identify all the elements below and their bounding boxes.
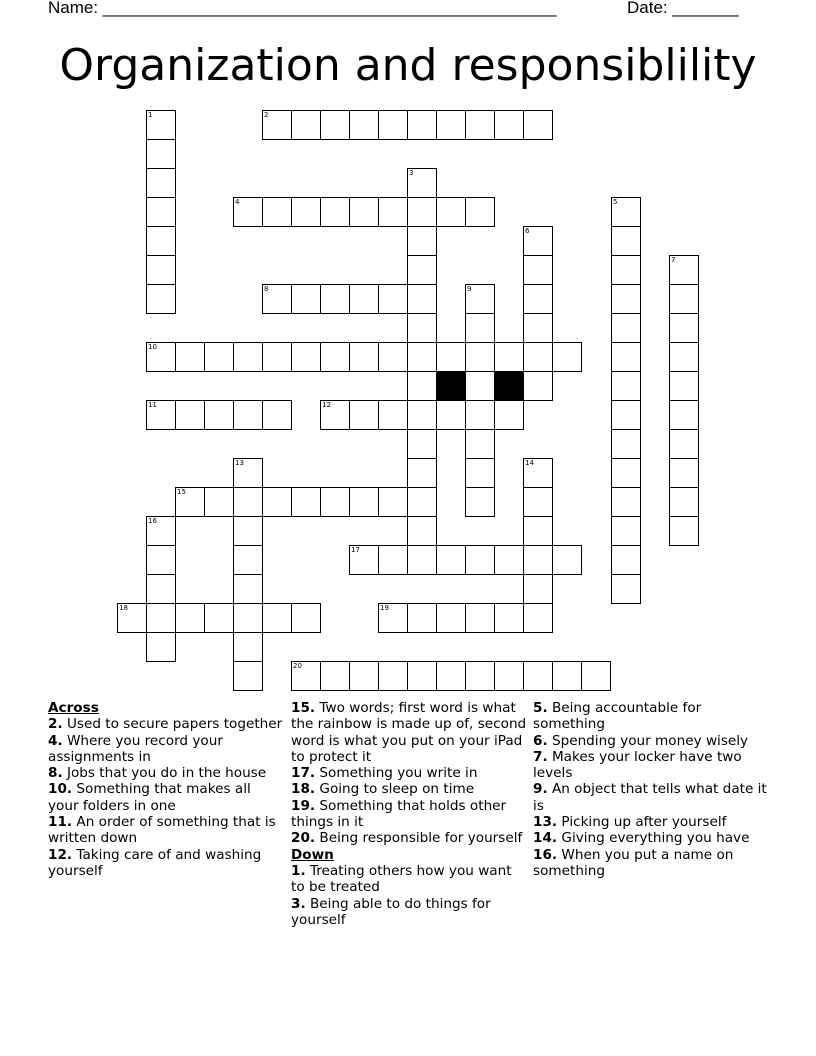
clue-number: 19. [291,797,316,814]
grid-cell[interactable] [436,661,466,691]
grid-cell[interactable] [669,400,699,430]
grid-cell[interactable] [523,284,553,314]
grid-cell[interactable] [262,197,292,227]
grid-cell[interactable] [117,603,147,633]
clue-number: 4. [48,732,63,749]
clue-text: Picking up after yourself [557,814,727,831]
grid-cell[interactable] [611,574,641,604]
grid-cell[interactable] [320,197,350,227]
cell-number: 6 [525,227,530,235]
grid-cell[interactable] [146,516,176,546]
clue-text: Used to secure papers together [62,716,283,733]
grid-cell[interactable] [669,429,699,459]
grid-cell[interactable] [407,255,437,285]
grid-cell[interactable] [611,342,641,372]
grid-cell[interactable] [175,400,205,430]
grid-cell[interactable] [233,603,263,633]
grid-cell[interactable] [146,197,176,227]
grid-cell[interactable] [552,342,582,372]
blocked-cell [436,371,466,401]
cell-number: 17 [351,546,360,554]
grid-cell[interactable] [146,400,176,430]
clues-column-2 [291,700,527,928]
grid-cell[interactable] [233,632,263,662]
grid-cell[interactable] [494,661,524,691]
grid-cell[interactable] [320,400,350,430]
grid-cell[interactable] [465,197,495,227]
cell-number: 5 [613,198,618,206]
grid-cell[interactable] [233,661,263,691]
grid-cell[interactable] [407,458,437,488]
grid-cell[interactable] [407,371,437,401]
grid-cell[interactable] [378,342,408,372]
grid-cell[interactable] [204,487,234,517]
grid-cell[interactable] [378,284,408,314]
date-field[interactable]: Date: _______ [627,0,739,17]
grid-cell[interactable] [349,110,379,140]
grid-cell[interactable] [175,603,205,633]
grid-cell[interactable] [320,661,350,691]
cell-number: 12 [322,401,331,409]
grid-cell[interactable] [407,429,437,459]
cell-number: 20 [293,662,302,670]
grid-cell[interactable] [465,661,495,691]
grid-cell[interactable] [611,284,641,314]
grid-cell[interactable] [523,603,553,633]
grid-cell[interactable] [465,110,495,140]
grid-cell[interactable] [204,603,234,633]
grid-cell[interactable] [233,574,263,604]
clue-text: Giving everything you have [557,830,750,847]
clue-item [533,700,769,733]
grid-cell[interactable] [175,487,205,517]
grid-cell[interactable] [436,342,466,372]
cell-number: 13 [235,459,244,467]
grid-cell[interactable] [436,603,466,633]
cell-number: 3 [409,169,414,177]
blocked-cell [494,371,524,401]
clue-text: When you put a name on something [533,846,734,879]
clue-number: 6. [533,732,548,749]
grid-cell[interactable] [204,400,234,430]
clue-number: 3. [291,895,306,912]
grid-cell[interactable] [262,400,292,430]
cell-number: 10 [148,343,157,351]
cell-number: 15 [177,488,186,496]
clues-column-1 [48,700,284,879]
grid-cell[interactable] [523,255,553,285]
clue-text: Where you record your assignments in [48,732,223,765]
grid-cell[interactable] [291,284,321,314]
clue-item [533,749,769,782]
grid-cell[interactable] [349,284,379,314]
grid-cell[interactable] [523,487,553,517]
grid-cell[interactable] [407,284,437,314]
grid-cell[interactable] [494,342,524,372]
grid-cell[interactable] [146,545,176,575]
grid-cell[interactable] [349,342,379,372]
grid-cell[interactable] [407,603,437,633]
grid-cell[interactable] [669,458,699,488]
grid-cell[interactable] [669,313,699,343]
cell-number: 1 [148,111,153,119]
grid-cell[interactable] [611,458,641,488]
grid-cell[interactable] [378,545,408,575]
clue-number: 12. [48,846,73,863]
clue-text: Being accountable for something [533,700,702,733]
grid-cell[interactable] [407,661,437,691]
clue-item [48,814,284,847]
clue-number: 9. [533,781,548,798]
grid-cell[interactable] [262,110,292,140]
grid-cell[interactable] [378,661,408,691]
grid-cell[interactable] [552,545,582,575]
across-heading: Across [48,700,99,716]
grid-cell[interactable] [436,400,466,430]
grid-cell[interactable] [523,371,553,401]
clue-text: Something you write in [315,765,478,782]
grid-cell[interactable] [233,545,263,575]
grid-cell[interactable] [494,400,524,430]
grid-cell[interactable] [494,545,524,575]
grid-cell[interactable] [465,342,495,372]
clue-item [533,830,769,846]
grid-cell[interactable] [611,487,641,517]
grid-cell[interactable] [146,255,176,285]
clue-number: 16. [533,846,558,863]
grid-cell[interactable] [669,255,699,285]
grid-cell[interactable] [146,168,176,198]
grid-cell[interactable] [262,284,292,314]
clue-text: An object that tells what date it is [533,781,767,814]
clue-text: Something that makes all your folders in one [48,781,251,814]
grid-cell[interactable] [175,342,205,372]
grid-cell[interactable] [465,284,495,314]
grid-cell[interactable] [523,574,553,604]
grid-cell[interactable] [233,400,263,430]
across-clue-list [48,716,284,879]
grid-cell[interactable] [465,487,495,517]
clue-number: 14. [533,830,558,847]
cell-number: 4 [235,198,240,206]
grid-cell[interactable] [465,458,495,488]
grid-cell[interactable] [611,226,641,256]
grid-cell[interactable] [523,516,553,546]
grid-cell[interactable] [436,545,466,575]
clue-item [48,733,284,766]
grid-cell[interactable] [669,516,699,546]
grid-cell[interactable] [320,342,350,372]
grid-cell[interactable] [407,313,437,343]
cell-number: 8 [264,285,269,293]
clue-number: 1. [291,862,306,879]
clue-text: Being responsible for yourself [315,830,523,847]
grid-cell[interactable] [523,458,553,488]
down-clue-list [291,863,527,928]
grid-cell[interactable] [378,603,408,633]
grid-cell[interactable] [378,197,408,227]
page-title: Organization and responsiblility [59,40,757,91]
grid-cell[interactable] [611,255,641,285]
clue-item [291,700,527,765]
grid-cell[interactable] [233,516,263,546]
grid-cell[interactable] [291,487,321,517]
grid-cell[interactable] [669,371,699,401]
grid-cell[interactable] [523,661,553,691]
grid-cell[interactable] [349,661,379,691]
grid-cell[interactable] [146,603,176,633]
grid-cell[interactable] [523,110,553,140]
grid-cell[interactable] [407,487,437,517]
clue-item [48,781,284,814]
grid-cell[interactable] [407,197,437,227]
clue-item [291,765,527,781]
grid-cell[interactable] [611,516,641,546]
clue-number: 15. [291,700,316,716]
clue-item [48,716,284,732]
clues-column-3 [533,700,769,879]
grid-cell[interactable] [436,110,466,140]
grid-cell[interactable] [611,197,641,227]
clue-item [533,733,769,749]
clue-item [48,847,284,880]
clue-number: 11. [48,814,73,831]
grid-cell[interactable] [349,545,379,575]
grid-cell[interactable] [146,574,176,604]
grid-cell[interactable] [523,342,553,372]
grid-cell[interactable] [465,545,495,575]
grid-cell[interactable] [146,284,176,314]
clue-number: 2. [48,716,63,733]
cell-number: 7 [671,256,676,264]
grid-cell[interactable] [146,226,176,256]
clue-item [48,765,284,781]
grid-cell[interactable] [349,197,379,227]
clue-text: Jobs that you do in the house [62,765,267,782]
grid-cell[interactable] [320,487,350,517]
down-clue-list [533,700,769,879]
grid-cell[interactable] [669,487,699,517]
grid-cell[interactable] [233,487,263,517]
grid-cell[interactable] [465,603,495,633]
grid-cell[interactable] [262,603,292,633]
grid-cell[interactable] [291,603,321,633]
grid-cell[interactable] [146,110,176,140]
grid-cell[interactable] [465,400,495,430]
clue-text: Something that holds other things in it [291,797,507,831]
grid-cell[interactable] [349,487,379,517]
cell-number: 19 [380,604,389,612]
grid-cell[interactable] [146,632,176,662]
across-clue-list [291,700,527,847]
clue-number: 8. [48,765,63,782]
grid-cell[interactable] [611,313,641,343]
grid-cell[interactable] [378,400,408,430]
grid-cell[interactable] [581,661,611,691]
cell-number: 14 [525,459,534,467]
grid-cell[interactable] [320,284,350,314]
grid-cell[interactable] [146,342,176,372]
grid-cell[interactable] [204,342,234,372]
name-field[interactable]: Name: ________________________________________________ [48,0,557,17]
clue-item [533,847,769,880]
clue-item [291,896,527,929]
clue-text: Being able to do things for yourself [291,895,491,928]
grid-cell[interactable] [233,458,263,488]
grid-cell[interactable] [436,197,466,227]
grid-cell[interactable] [611,429,641,459]
clue-item [533,781,769,814]
grid-cell[interactable] [523,226,553,256]
clue-item [291,798,527,831]
grid-cell[interactable] [262,342,292,372]
grid-cell[interactable] [523,545,553,575]
grid-cell[interactable] [320,110,350,140]
grid-cell[interactable] [552,661,582,691]
clue-text: Spending your money wisely [547,732,749,749]
cell-number: 2 [264,111,269,119]
grid-cell[interactable] [494,110,524,140]
clue-text: Treating others how you want to be treated [291,862,512,896]
clue-item [533,814,769,830]
grid-cell[interactable] [146,139,176,169]
grid-cell[interactable] [291,661,321,691]
grid-cell[interactable] [378,110,408,140]
clue-number: 18. [291,781,316,798]
down-heading: Down [291,846,334,863]
clue-number: 7. [533,748,548,765]
cell-number: 9 [467,285,472,293]
grid-cell[interactable] [669,284,699,314]
grid-cell[interactable] [349,400,379,430]
grid-cell[interactable] [291,110,321,140]
clue-number: 10. [48,781,73,798]
grid-cell[interactable] [407,516,437,546]
clue-number: 20. [291,830,316,847]
clue-text: Taking care of and washing yourself [48,846,262,879]
clue-item [291,863,527,896]
grid-cell[interactable] [291,342,321,372]
clue-number: 5. [533,700,548,716]
grid-cell[interactable] [494,603,524,633]
clue-number: 17. [291,765,316,782]
grid-cell[interactable] [407,168,437,198]
grid-cell[interactable] [233,197,263,227]
grid-cell[interactable] [407,226,437,256]
grid-cell[interactable] [378,487,408,517]
grid-cell[interactable] [465,429,495,459]
clue-item [291,781,527,797]
grid-cell[interactable] [407,545,437,575]
grid-cell[interactable] [465,313,495,343]
grid-cell[interactable] [407,400,437,430]
grid-cell[interactable] [611,545,641,575]
grid-cell[interactable] [407,110,437,140]
clue-number: 13. [533,814,558,831]
clue-text: An order of something that is written down [48,814,276,847]
grid-cell[interactable] [465,371,495,401]
grid-cell[interactable] [669,342,699,372]
grid-cell[interactable] [262,487,292,517]
grid-cell[interactable] [233,342,263,372]
cell-number: 11 [148,401,157,409]
grid-cell[interactable] [523,313,553,343]
cell-number: 18 [119,604,128,612]
grid-cell[interactable] [611,371,641,401]
grid-cell[interactable] [407,342,437,372]
clue-text: Two words; first word is what the rainbow is made up of, second word is what you put on your iPad to protect it [291,700,527,765]
clue-item [291,830,527,846]
clue-text: Going to sleep on time [315,781,475,798]
clue-text: Makes your locker have two levels [533,748,742,782]
grid-cell[interactable] [291,197,321,227]
cell-number: 16 [148,517,157,525]
grid-cell[interactable] [611,400,641,430]
